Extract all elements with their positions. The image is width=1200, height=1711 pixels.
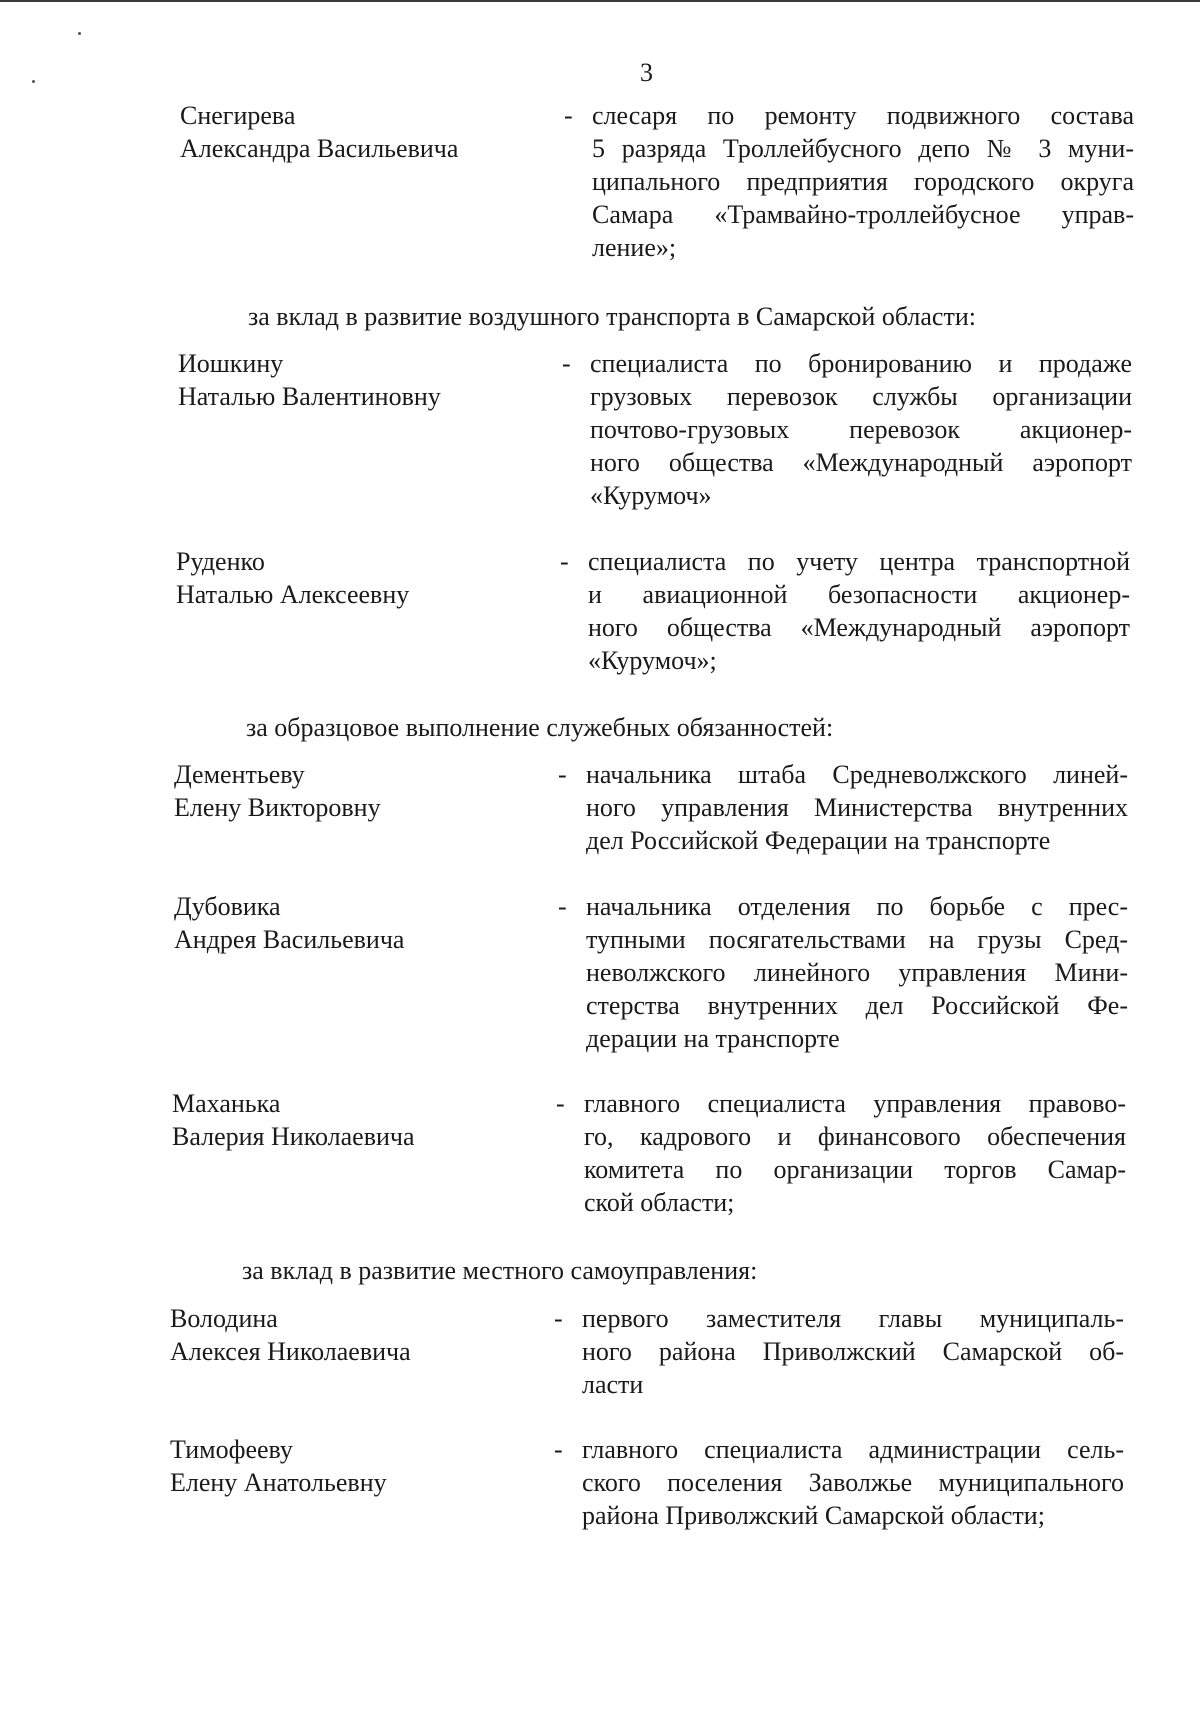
recipient-position: главного специалиста администрации сель- ского поселения Заволжье муниципального района Приволжский Самарской области; bbox=[582, 1435, 1124, 1530]
recipient-position: слесаря по ремонту подвижного состава 5 разряда Троллейбусного депо № 3 муни- ципального предприятия городского округа Самара «Трамвайно-троллейбусное управ- ление»; bbox=[592, 101, 1134, 262]
dash-separator: - bbox=[554, 1435, 563, 1464]
dash-separator: - bbox=[558, 892, 567, 921]
recipient-name: Тимофееву Елену Анатольевну bbox=[170, 1435, 387, 1497]
recipient-name: Руденко Наталью Алексеевну bbox=[176, 547, 410, 609]
recipient-name: Иошкину Наталью Валентиновну bbox=[178, 349, 441, 411]
recipient-position: начальника штаба Средневолжского линей- ного управления Министерства внутренних дел Российской Федерации на транспорте bbox=[586, 760, 1128, 855]
scan-top-edge bbox=[0, 0, 1200, 2]
recipient-position: специалиста по бронированию и продаже грузовых перевозок службы организации почтово-грузовых перевозок акционер- ного общества «Международный аэропорт «Курумоч» bbox=[590, 349, 1132, 510]
recipient-position: главного специалиста управления правово- го, кадрового и финансового обеспечения комитета по организации торгов Самар- ской области; bbox=[584, 1089, 1126, 1217]
dash-separator: - bbox=[564, 101, 573, 130]
recipient-name: Снегирева Александра Васильевича bbox=[180, 101, 459, 163]
section-heading: за образцовое выполнение служебных обязанностей: bbox=[246, 713, 834, 742]
dash-separator: - bbox=[558, 760, 567, 789]
dash-separator: - bbox=[554, 1304, 563, 1333]
scan-speck bbox=[78, 32, 81, 35]
recipient-name: Дубовика Андрея Васильевича bbox=[174, 892, 405, 954]
dash-separator: - bbox=[560, 547, 569, 576]
scan-speck bbox=[32, 80, 35, 83]
page-number: 3 bbox=[640, 58, 653, 87]
section-heading: за вклад в развитие местного самоуправления: bbox=[242, 1256, 758, 1285]
section-heading: за вклад в развитие воздушного транспорта в Самарской области: bbox=[248, 302, 976, 331]
dash-separator: - bbox=[556, 1089, 565, 1118]
recipient-position: начальника отделения по борьбе с прес- тупными посягательствами на грузы Сред- неволжского линейного управления Мини- стерства внутренних дел Российской Фе- дерации на транспорте bbox=[586, 892, 1128, 1053]
recipient-name: Маханька Валерия Николаевича bbox=[172, 1089, 415, 1151]
recipient-name: Дементьеву Елену Викторовну bbox=[174, 760, 381, 822]
recipient-position: первого заместителя главы муниципаль- ного района Приволжский Самарской об- ласти bbox=[582, 1304, 1124, 1399]
dash-separator: - bbox=[562, 349, 571, 378]
recipient-position: специалиста по учету центра транспортной и авиационной безопасности акционер- ного общества «Международный аэропорт «Курумоч»; bbox=[588, 547, 1130, 675]
recipient-name: Володина Алексея Николаевича bbox=[170, 1304, 411, 1366]
